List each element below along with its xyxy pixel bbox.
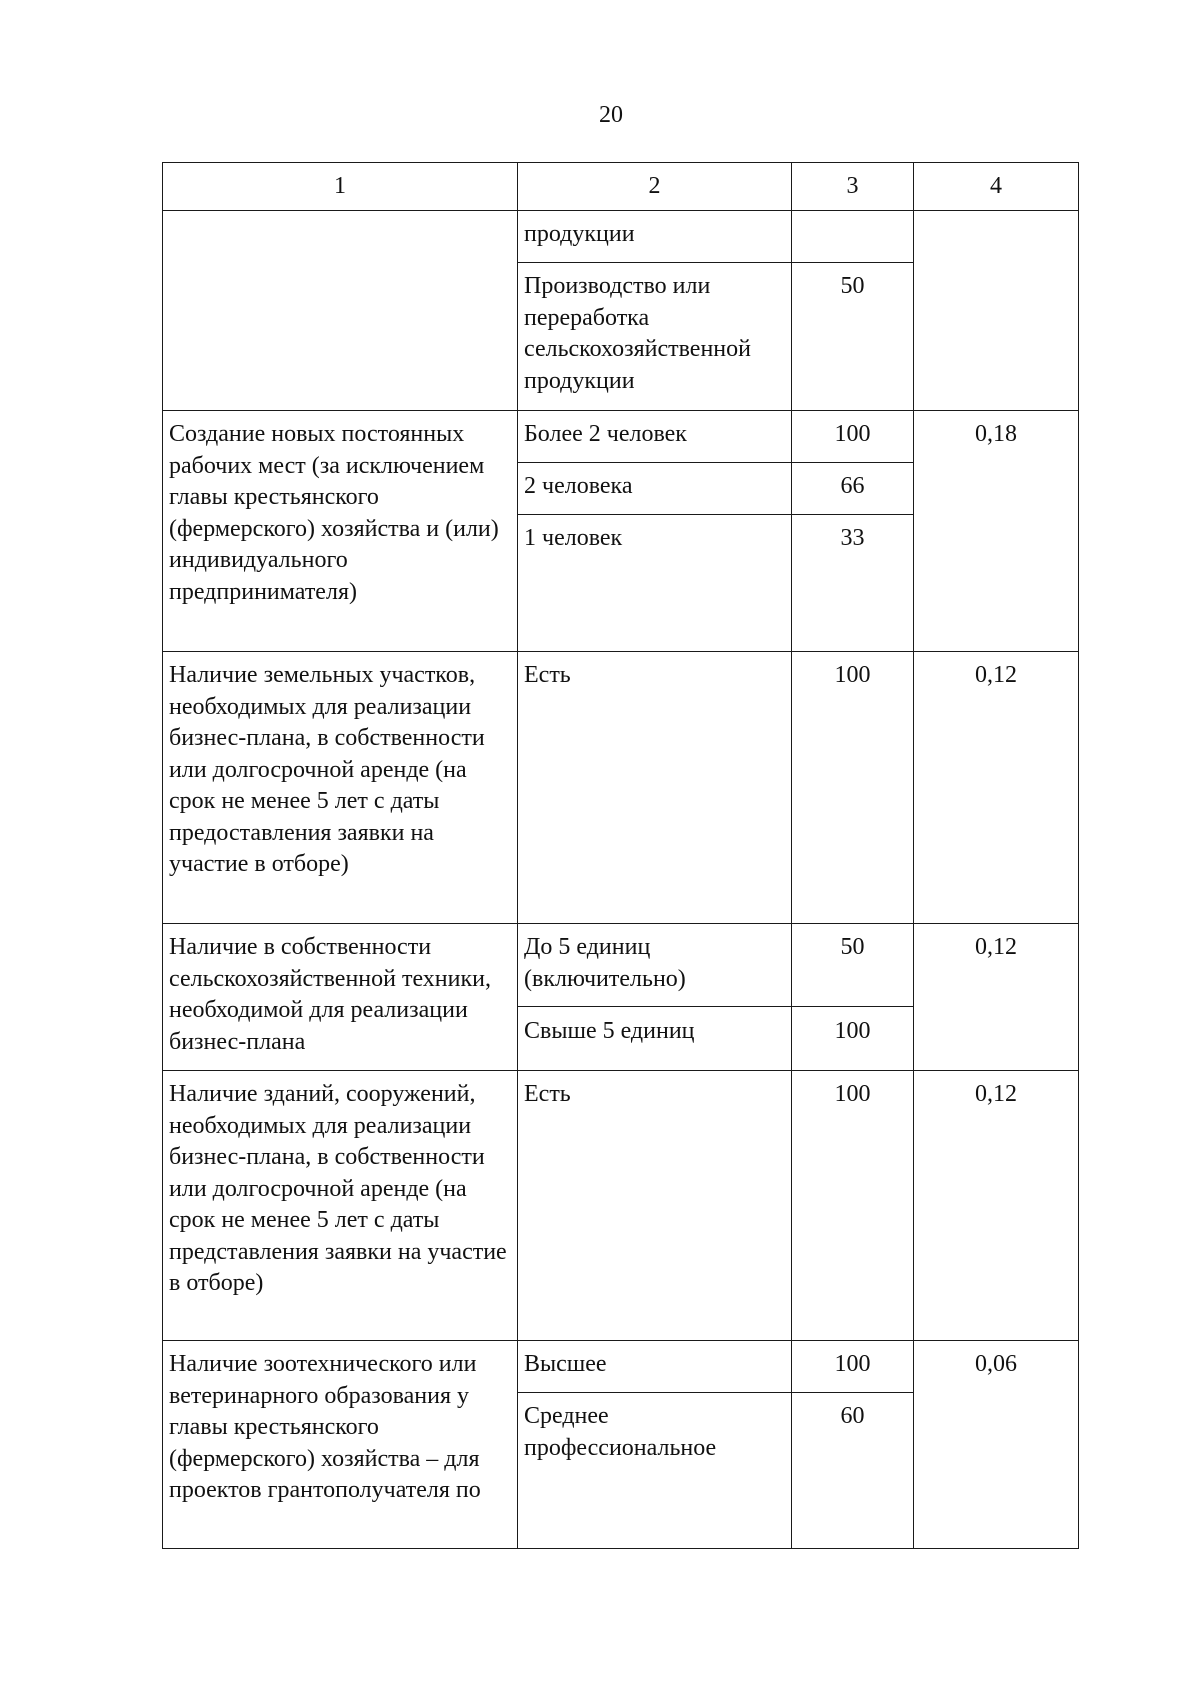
table-row	[163, 652, 1079, 924]
score-cell: 100	[792, 411, 914, 463]
table-row	[163, 411, 1079, 463]
score-cell	[792, 211, 914, 263]
option-cell: Есть	[518, 652, 792, 924]
header-cell-1: 1	[163, 163, 518, 211]
option-cell: До 5 единиц (включительно)	[518, 924, 792, 1007]
weight-cell: 0,18	[914, 411, 1079, 652]
option-cell: Есть	[518, 1071, 792, 1341]
score-cell: 100	[792, 1071, 914, 1341]
score-cell: 100	[792, 1007, 914, 1071]
header-cell-2: 2	[518, 163, 792, 211]
score-cell: 50	[792, 924, 914, 1007]
option-cell: 1 человек	[518, 515, 792, 652]
option-cell: Более 2 человек	[518, 411, 792, 463]
option-cell: продукции	[518, 211, 792, 263]
weight-cell: 0,12	[914, 652, 1079, 924]
criterion-cell: Создание новых постоянных рабочих мест (за исключением главы крестьянского (фермерского) хозяйства и (или) индивидуального предпринимателя)	[163, 411, 518, 652]
criterion-cell: Наличие зоотехнического или ветеринарного образования у главы крестьянского (фермерского) хозяйства – для проектов грантополучателя по	[163, 1341, 518, 1549]
option-cell: Высшее	[518, 1341, 792, 1393]
score-cell: 100	[792, 652, 914, 924]
criteria-table	[162, 162, 1079, 1549]
score-cell: 66	[792, 463, 914, 515]
criterion-cell: Наличие зданий, сооружений, необходимых для реализации бизнес-плана, в собственности или долгосрочной аренде (на срок не менее 5 лет с даты представления заявки на участие в отборе)	[163, 1071, 518, 1341]
weight-cell-empty	[914, 211, 1079, 411]
table-row	[163, 1341, 1079, 1393]
header-cell-4: 4	[914, 163, 1079, 211]
option-cell: Среднее профессиональное	[518, 1393, 792, 1549]
weight-cell: 0,12	[914, 924, 1079, 1071]
score-cell: 50	[792, 263, 914, 411]
table-row	[163, 924, 1079, 1007]
criterion-cell-empty	[163, 211, 518, 411]
header-cell-3: 3	[792, 163, 914, 211]
weight-cell: 0,12	[914, 1071, 1079, 1341]
criterion-cell: Наличие земельных участков, необходимых для реализации бизнес-плана, в собственности или долгосрочной аренде (на срок не менее 5 лет с даты предоставления заявки на участие в отборе)	[163, 652, 518, 924]
score-cell: 60	[792, 1393, 914, 1549]
page-number: 20	[599, 102, 623, 128]
option-cell: Свыше 5 единиц	[518, 1007, 792, 1071]
score-cell: 100	[792, 1341, 914, 1393]
score-cell: 33	[792, 515, 914, 652]
table-row	[163, 211, 1079, 263]
option-cell: 2 человека	[518, 463, 792, 515]
table-row	[163, 1071, 1079, 1341]
weight-cell: 0,06	[914, 1341, 1079, 1549]
option-cell: Производство или переработка сельскохозяйственной продукции	[518, 263, 792, 411]
header-row	[163, 163, 1079, 211]
criterion-cell: Наличие в собственности сельскохозяйственной техники, необходимой для реализации бизнес-плана	[163, 924, 518, 1071]
